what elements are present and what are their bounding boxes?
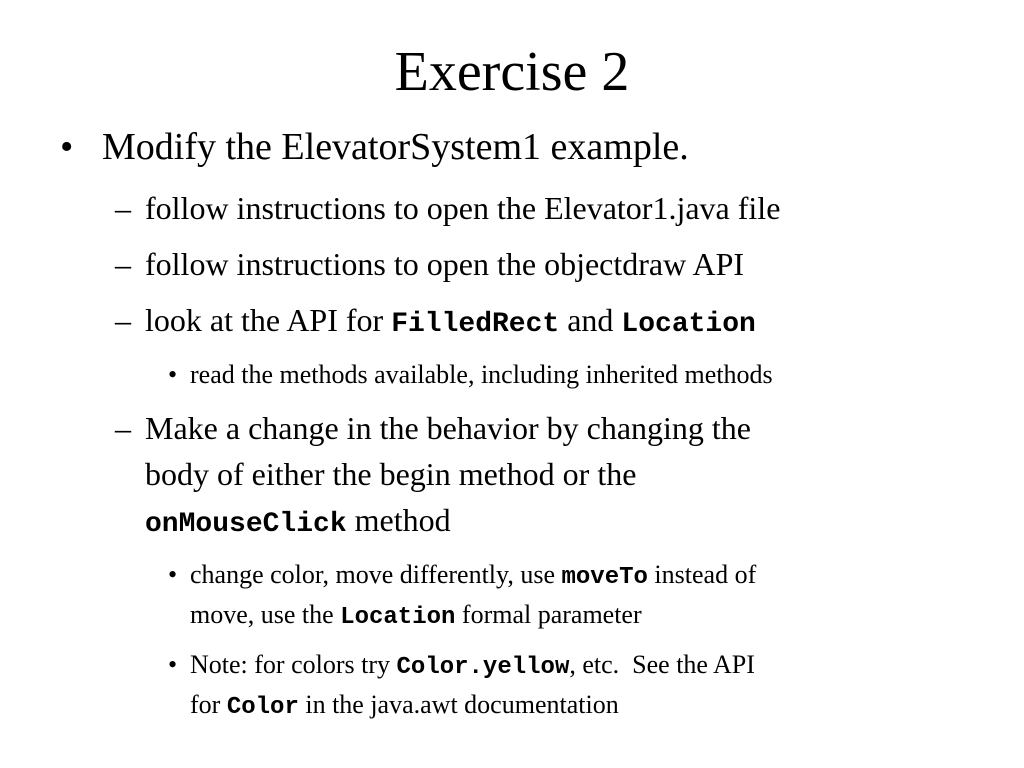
- dash-icon: –: [115, 302, 131, 338]
- bullet-icon: •: [168, 360, 178, 389]
- sub-sub-item-line2: [190, 595, 642, 638]
- sub-sub-item-text: read the methods available, including inherited methods: [190, 360, 773, 389]
- text-segment: method: [346, 502, 451, 538]
- code-color-yellow: Color.yellow: [396, 654, 570, 681]
- text-segment: formal parameter: [455, 600, 642, 629]
- text-segment: , etc. See the API: [569, 650, 755, 679]
- sub-item-api-line: [145, 297, 756, 348]
- text-segment: change color, move differently, use: [190, 560, 562, 589]
- bullet-icon: •: [60, 126, 74, 168]
- slide-title: Exercise 2: [394, 41, 630, 103]
- dash-icon: –: [115, 246, 131, 282]
- sub-sub-item-line1: [190, 555, 756, 598]
- code-filledrect: FilledRect: [391, 309, 560, 340]
- dash-icon: –: [115, 190, 131, 226]
- bullet-icon: •: [168, 650, 178, 679]
- text-segment: and: [559, 302, 622, 338]
- code-moveto: moveTo: [561, 564, 648, 591]
- sub-item-text-line1: Make a change in the behavior by changing the: [145, 410, 751, 446]
- dash-icon: –: [115, 410, 131, 446]
- text-segment: move, use the: [190, 600, 341, 629]
- code-color: Color: [226, 694, 299, 721]
- text-segment: for: [190, 690, 227, 719]
- text-segment: Note: for colors try: [190, 650, 397, 679]
- code-onmouseclick: onMouseClick: [145, 509, 347, 540]
- sub-item-text: follow instructions to open the Elevator1.java file: [145, 190, 781, 226]
- code-location: Location: [340, 604, 456, 631]
- sub-item-text: follow instructions to open the objectdraw API: [145, 246, 745, 282]
- code-location: Location: [621, 309, 756, 340]
- sub-item-text-line3: [145, 497, 451, 548]
- text-segment: instead of: [647, 560, 757, 589]
- sub-sub-item-line1: [190, 645, 755, 688]
- bullet-text: Modify the ElevatorSystem1 example.: [102, 126, 689, 168]
- text-segment: in the java.awt documentation: [298, 690, 619, 719]
- sub-item-text-line2: body of either the begin method or the: [145, 456, 637, 492]
- text-segment: look at the API for: [145, 302, 392, 338]
- bullet-icon: •: [168, 560, 178, 589]
- sub-sub-item-line2: [190, 685, 619, 728]
